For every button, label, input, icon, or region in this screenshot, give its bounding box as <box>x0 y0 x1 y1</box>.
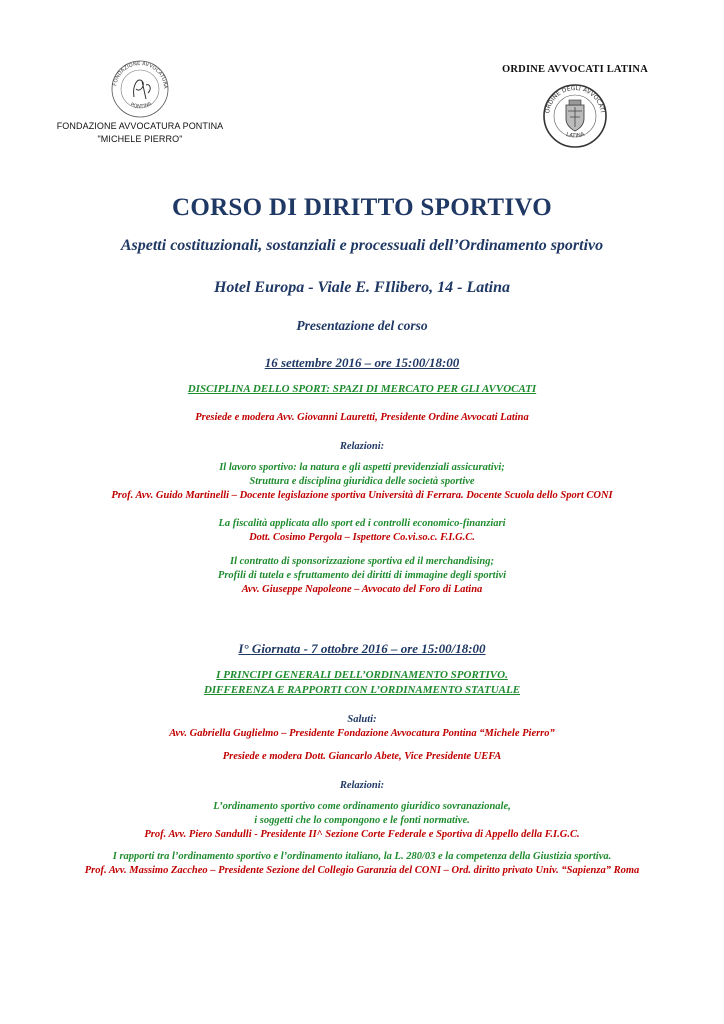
session-2-saluti-block <box>0 713 724 741</box>
session-1-chair-block <box>0 411 724 425</box>
session-1-date: 16 settembre 2016 – ore 15:00/18:00 <box>264 355 460 370</box>
right-seal-arc-text: ORDINE DEGLI AVVOCATI <box>544 84 606 115</box>
session-2-theme-line-1: I PRINCIPI GENERALI DELL’ORDINAMENTO SPORTIVO. <box>216 669 508 681</box>
fondazione-subname: "MICHELE PIERRO" <box>97 134 183 144</box>
session-2 <box>0 641 724 657</box>
session-1-theme-block <box>0 382 724 397</box>
left-seal-bottom-text: PONTINA <box>129 100 153 110</box>
svg-text:PONTINA <box>130 101 154 110</box>
talk-speaker: Dott. Cosimo Pergola – Ispettore Co.vi.so.c. F.I.G.C. <box>249 532 475 543</box>
session-2-talk-2 <box>0 850 724 878</box>
session-1-talk-1 <box>0 461 724 503</box>
right-seal-bottom-text: LATINA <box>565 131 586 140</box>
session-1-talk-2 <box>0 517 724 545</box>
talk-speaker: Prof. Avv. Guido Martinelli – Docente legislazione sportiva Università di Ferrara. Docente Scuola dello Sport CONI <box>111 490 613 501</box>
svg-text:LATINA <box>565 132 586 140</box>
fondazione-name: FONDAZIONE AVVOCATURA PONTINA <box>56 121 224 131</box>
session-2-relazioni-label: Relazioni: <box>339 780 385 791</box>
course-presentation: Presentazione del corso <box>296 318 428 333</box>
course-venue: Hotel Europa - Viale E. FIlibero, 14 - Latina <box>213 279 511 296</box>
session-2-theme-block <box>0 668 724 698</box>
session-1 <box>0 355 724 371</box>
session-2-relazioni-block <box>0 779 724 793</box>
fondazione-logo-block <box>40 55 240 145</box>
session-2-chair-block <box>0 750 724 764</box>
talk-title: i soggetti che lo compongono e le fonti normative. <box>254 815 470 826</box>
talk-title: I rapporti tra l’ordinamento sportivo e l’ordinamento italiano, la L. 280/03 e la competenza della Giustizia sportiva. <box>112 851 612 862</box>
session-1-relazioni-label: Relazioni: <box>339 441 385 452</box>
session-1-theme: DISCIPLINA DELLO SPORT: SPAZI DI MERCATO PER GLI AVVOCATI <box>187 383 537 395</box>
left-seal-arc-text: FONDAZIONE AVVOCATURA <box>112 60 169 89</box>
session-1-chair: Presiede e modera Avv. Giovanni Lauretti, Presidente Ordine Avvocati Latina <box>195 412 529 423</box>
ordine-logo-block <box>470 64 680 151</box>
session-2-talk-1 <box>0 800 724 842</box>
session-1-relazioni-block <box>0 440 724 454</box>
ordine-name: ORDINE AVVOCATI LATINA <box>502 64 648 75</box>
course-subtitle: Aspetti costituzionali, sostanziali e processuali dell’Ordinamento sportivo <box>120 237 604 254</box>
talk-title: Il contratto di sponsorizzazione sportiva ed il merchandising; <box>230 556 494 567</box>
svg-text:FONDAZIONE AVVOCATURA <box>112 61 168 89</box>
talk-title: Profili di tutela e sfruttamento dei diritti di immagine degli sportivi <box>217 570 507 581</box>
talk-title: Struttura e disciplina giuridica delle società sportive <box>249 476 475 487</box>
session-2-saluti-label: Saluti: <box>347 714 377 725</box>
fondazione-seal-icon <box>106 55 174 119</box>
session-2-date: I° Giornata - 7 ottobre 2016 – ore 15:00/18:00 <box>238 641 486 656</box>
ordine-seal-icon <box>540 81 610 151</box>
course-title: CORSO DI DIRITTO SPORTIVO <box>171 194 553 221</box>
talk-title: L’ordinamento sportivo come ordinamento giuridico sovranazionale, <box>213 801 511 812</box>
session-1-talk-3 <box>0 555 724 597</box>
talk-speaker: Avv. Giuseppe Napoleone – Avvocato del Foro di Latina <box>241 584 483 595</box>
talk-title: Il lavoro sportivo: la natura e gli aspetti previdenziali assicurativi; <box>219 462 505 473</box>
session-2-chair: Presiede e modera Dott. Giancarlo Abete, Vice Presidente UEFA <box>222 751 502 762</box>
session-2-saluti-speaker: Avv. Gabriella Guglielmo – Presidente Fondazione Avvocatura Pontina “Michele Pierro” <box>169 728 555 739</box>
session-2-theme-line-2: DIFFERENZA E RAPPORTI CON L’ORDINAMENTO STATUALE <box>203 684 521 696</box>
talk-title: La fiscalità applicata allo sport ed i controlli economico-finanziari <box>218 518 506 529</box>
talk-speaker: Prof. Avv. Piero Sandulli - Presidente II^ Sezione Corte Federale e Sportiva di Appello della F.I.G.C. <box>144 829 580 840</box>
talk-speaker: Prof. Avv. Massimo Zaccheo – Presidente Sezione del Collegio Garanzia del CONI – Ord. diritto privato Univ. “Sapienza” Roma <box>84 865 640 876</box>
